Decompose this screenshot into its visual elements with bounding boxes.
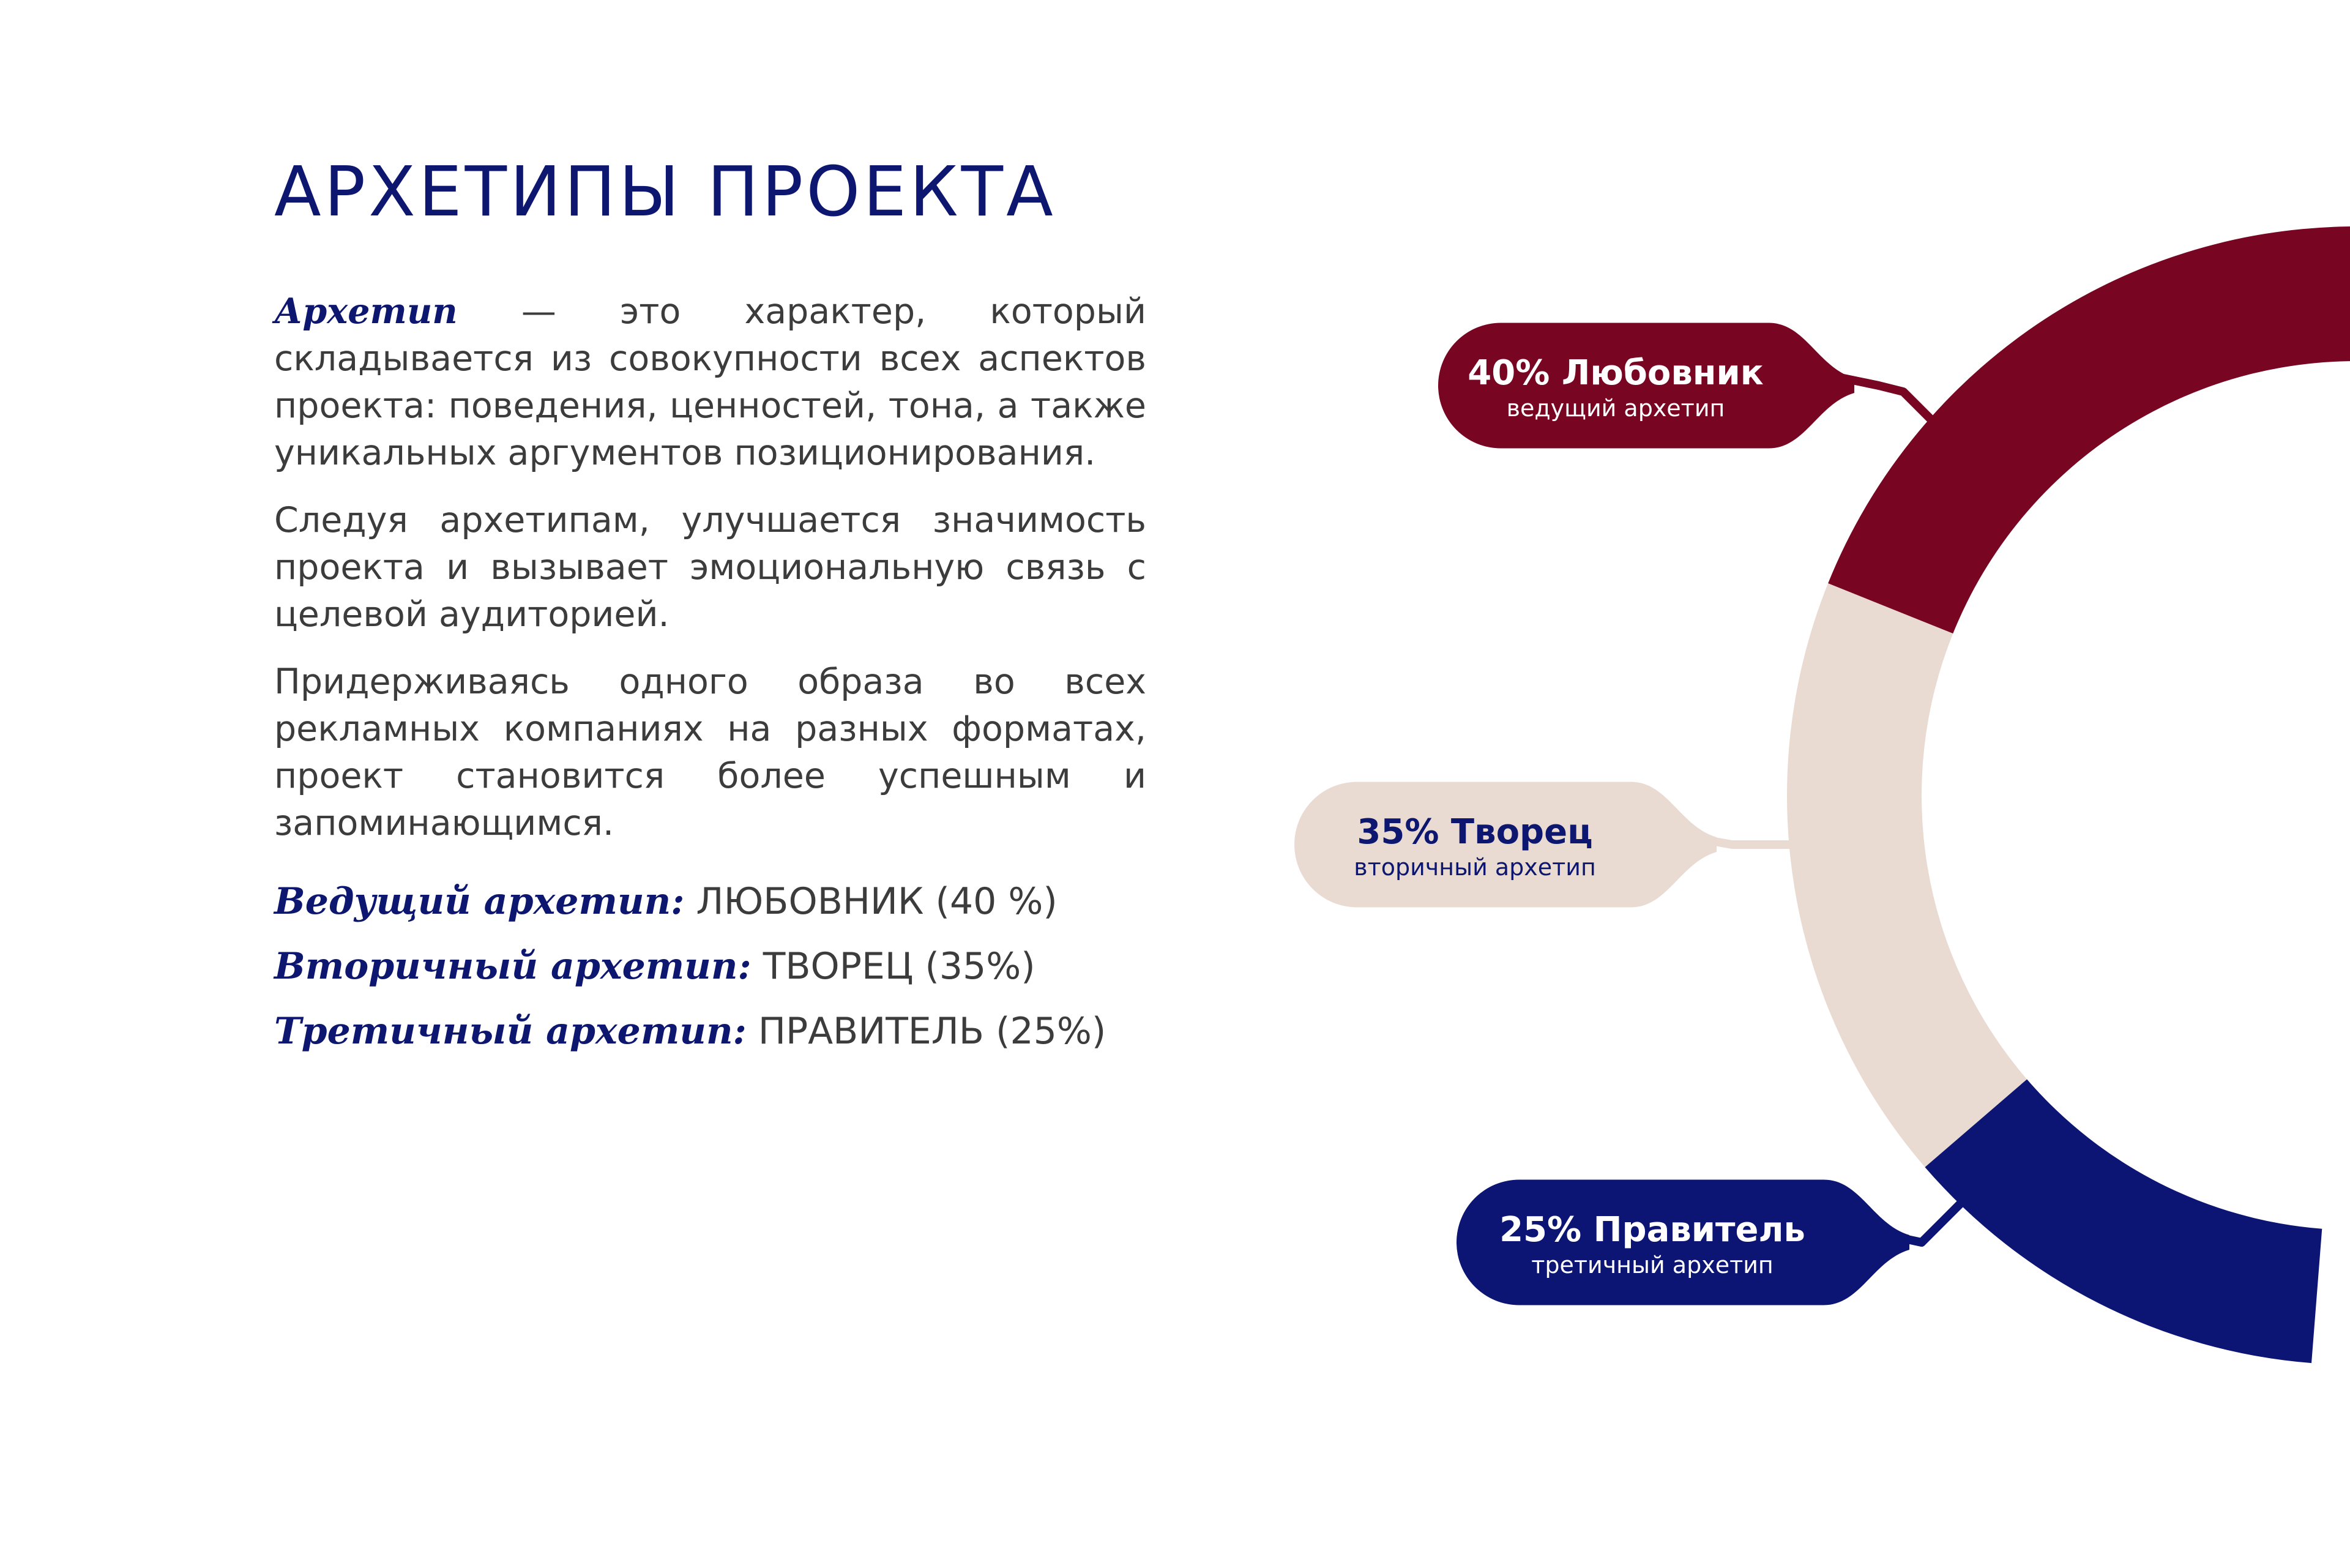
archetype-value: ЛЮБОВНИК (40 %) (684, 880, 1058, 923)
archetype-value: ТВОРЕЦ (35%) (751, 945, 1035, 988)
paragraph-2: Следуя архетипам, улучшается значимость проекта и вызывает эмоциональную связь с целевой аудиторией. (274, 500, 1146, 635)
page-title: АРХЕТИПЫ ПРОЕКТА (274, 152, 1056, 232)
archetype-label: Третичный архетип: (274, 1010, 747, 1053)
intro-term: Архетип (274, 291, 458, 332)
slice-callout-0 (1438, 323, 1934, 449)
slice-sublabel: вторичный архетип (1354, 854, 1596, 881)
archetype-label: Ведущий архетип: (274, 880, 685, 923)
archetype-label: Вторичный архетип: (274, 945, 752, 988)
slice-sublabel: третичный архетип (1531, 1252, 1774, 1279)
donut-slice-1 (1787, 583, 2027, 1167)
slice-callout-1 (1294, 782, 1805, 908)
intro-text: — это характер, который складывается из совокупности всех аспектов проекта: поведения, ценностей, тона, а также уникальных аргументов позиционирования. (274, 291, 1146, 473)
slice-label: 35% Творец (1357, 812, 1593, 852)
slice-callout-2 (1457, 1180, 1964, 1305)
slice-sublabel: ведущий архетип (1506, 395, 1725, 422)
slice-label: 25% Правитель (1499, 1210, 1805, 1250)
slice-label: 40% Любовник (1468, 353, 1764, 393)
donut-slice-2 (1925, 1079, 2322, 1363)
archetype-value: ПРАВИТЕЛЬ (25%) (746, 1010, 1106, 1053)
donut-slice-0 (1828, 226, 2350, 633)
paragraph-3: Придерживаясь одного образа во всех рекламных компаниях на разных форматах, проект становится более успешным и запоминающимся. (274, 662, 1146, 843)
